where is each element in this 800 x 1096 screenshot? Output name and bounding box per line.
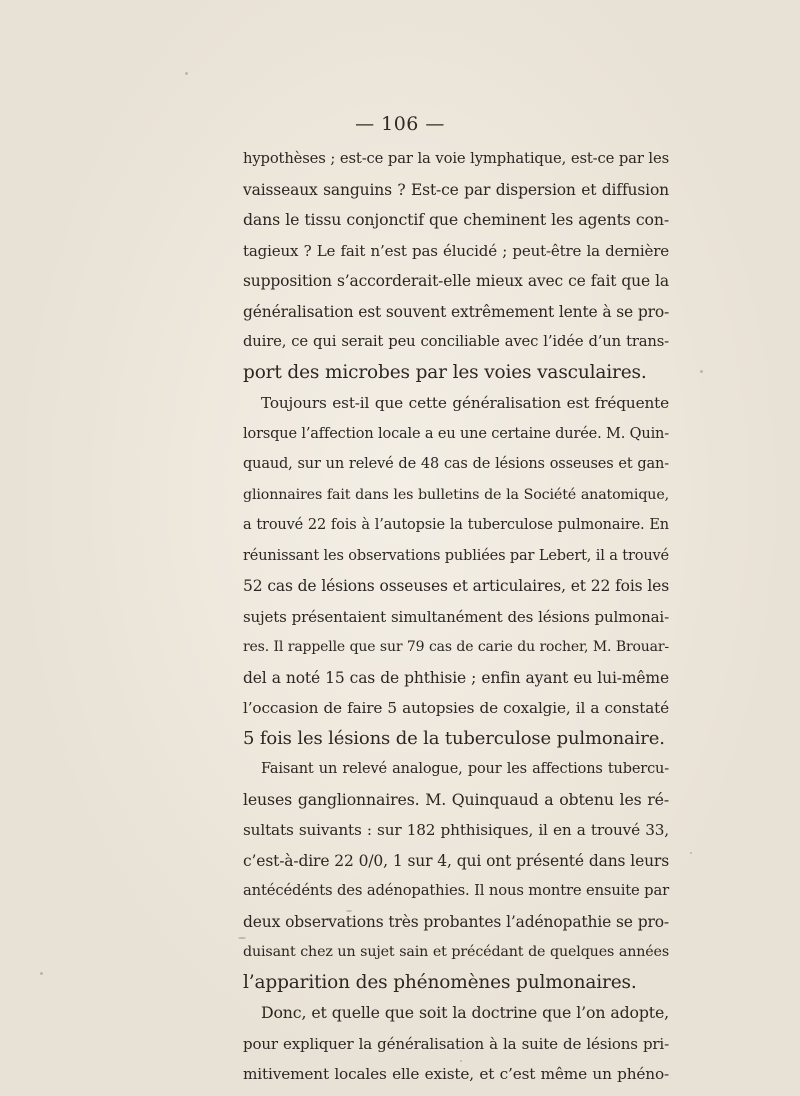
text-line: res. Il rappelle que sur 79 cas de carie du rocher, M. Brouar-	[243, 639, 669, 655]
text-line: l’apparition des phénomènes pulmonaires.	[243, 971, 637, 993]
paper-speck	[460, 1060, 462, 1062]
page-number: — 106 —	[355, 113, 445, 135]
text-line: 52 cas de lésions osseuses et articulaires, et 22 fois les	[243, 577, 669, 595]
text-line: sultats suivants : sur 182 phthisiques, il en a trouvé 33,	[243, 821, 669, 839]
text-line: sujets présentaient simultanément des lésions pulmonai-	[243, 607, 669, 626]
text-line: glionnaires fait dans les bulletins de la Société anatomique,	[243, 486, 669, 503]
text-line: réunissant les observations publiées par Lebert, il a trouvé	[243, 547, 669, 564]
paper-speck	[40, 972, 43, 975]
body-text	[243, 144, 669, 1090]
text-line: Toujours est-il que cette généralisation est fréquente	[261, 394, 669, 412]
text-line: supposition s’accorderait-elle mieux avec ce fait que la	[243, 272, 669, 290]
paper-speck	[185, 72, 188, 75]
text-line: vaisseaux sanguins ? Est-ce par dispersion et diffusion	[243, 180, 669, 199]
paper-speck	[346, 910, 352, 912]
paper-speck	[700, 370, 703, 373]
text-line: a trouvé 22 fois à l’autopsie la tuberculose pulmonaire. En	[243, 517, 669, 533]
text-line: antécédénts des adénopathies. Il nous montre ensuite par	[243, 882, 670, 899]
text-line: généralisation est souvent extrêmement lente à se pro-	[243, 302, 670, 321]
text-line: hypothèses ; est-ce par la voie lymphatique, est-ce par les	[243, 150, 669, 167]
text-line: mitivement locales elle existe, et c’est même un phéno-	[243, 1065, 669, 1083]
text-line: del a noté 15 cas de phthisie ; enfin ayant eu lui-même	[243, 668, 669, 687]
text-line: dans le tissu conjonctif que cheminent les agents con-	[243, 210, 669, 229]
text-line: tagieux ? Le fait n’est pas élucidé ; peut-être la dernière	[243, 241, 669, 260]
text-line: duire, ce qui serait peu conciliable avec l’idée d’un trans-	[243, 333, 669, 350]
text-line: quaud, sur un relevé de 48 cas de lésions osseuses et gan-	[243, 456, 669, 472]
text-line: lorsque l’affection locale a eu une certaine durée. M. Quin-	[243, 425, 670, 442]
text-line: deux observations très probantes l’adénopathie se pro-	[243, 912, 669, 931]
text-line: l’occasion de faire 5 autopsies de coxalgie, il a constaté	[243, 699, 669, 717]
text-line: duisant chez un sujet sain et précédant de quelques années	[243, 944, 669, 960]
paper-speck	[690, 852, 692, 854]
text-line: Donc, et quelle que soit la doctrine que l’on adopte,	[261, 1003, 669, 1022]
text-line: pour expliquer la généralisation à la suite de lésions pri-	[243, 1034, 669, 1053]
text-line: Faisant un relevé analogue, pour les affections tubercu-	[261, 761, 669, 777]
paper-speck	[238, 937, 246, 939]
text-line: 5 fois les lésions de la tuberculose pulmonaire.	[243, 727, 665, 749]
text-line: port des microbes par les voies vasculaires.	[243, 361, 647, 383]
text-line: c’est-à-dire 22 0/0, 1 sur 4, qui ont présenté dans leurs	[243, 851, 669, 870]
text-line: leuses ganglionnaires. M. Quinquaud a obtenu les ré-	[243, 789, 669, 809]
